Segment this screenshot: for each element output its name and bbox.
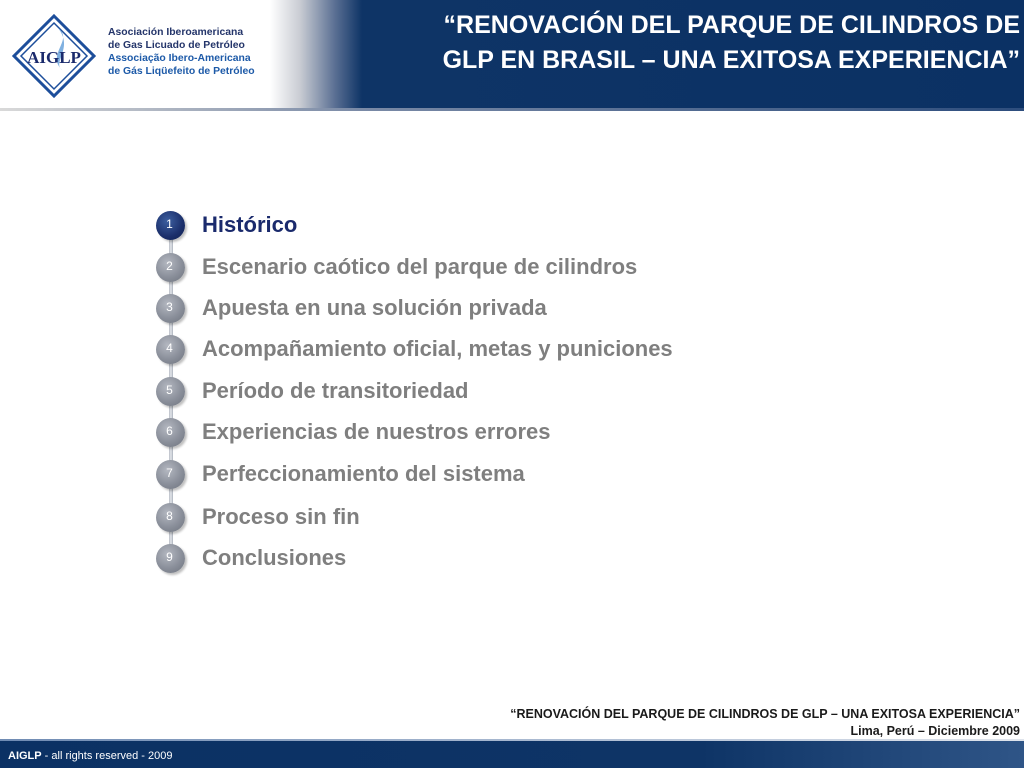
logo-org-name — [108, 26, 273, 78]
logo-name-es-line2: de Gas Licuado de Petróleo — [108, 40, 245, 51]
slide-title — [352, 8, 1020, 78]
agenda-number: 7 — [166, 466, 173, 480]
logo-name-pt-line2: de Gás Liqüefeito de Petróleo — [108, 66, 255, 77]
footer-place-date: Lima, Perú – Diciembre 2009 — [850, 724, 1020, 738]
logo-mark-text: AIGLP — [27, 48, 81, 67]
agenda-label: Histórico — [202, 212, 298, 237]
header-divider — [0, 108, 1024, 111]
aiglp-diamond-logo-icon — [12, 14, 96, 98]
agenda-label: Perfeccionamiento del sistema — [202, 461, 525, 486]
logo-name-pt-line1: Associação Ibero-Americana — [108, 53, 251, 64]
agenda-item-1 — [155, 210, 775, 244]
agenda-number: 4 — [166, 341, 173, 355]
copyright-org: AIGLP — [8, 750, 42, 762]
copyright-text: - all rights reserved - 2009 — [41, 750, 173, 762]
agenda-number: 9 — [166, 550, 173, 564]
agenda-item-3 — [155, 293, 775, 327]
agenda-number: 8 — [166, 509, 173, 523]
agenda-label: Proceso sin fin — [202, 504, 360, 529]
agenda-number: 6 — [166, 424, 173, 438]
agenda-label: Período de transitoriedad — [202, 378, 469, 403]
aiglp-logo — [8, 14, 270, 98]
copyright-notice — [8, 750, 172, 762]
agenda-item-5 — [155, 376, 775, 410]
agenda-number: 3 — [166, 300, 173, 314]
agenda-item-7 — [155, 459, 775, 493]
agenda-item-4 — [155, 334, 775, 368]
slide-title-line1: “RENOVACIÓN DEL PARQUE DE CILINDROS DE — [443, 11, 1020, 39]
agenda-number: 2 — [166, 259, 173, 273]
slide-title-line2: GLP EN BRASIL – UNA EXITOSA EXPERIENCIA” — [442, 46, 1020, 74]
agenda-item-9 — [155, 543, 775, 577]
agenda-label: Escenario caótico del parque de cilindros — [202, 254, 638, 279]
agenda-label: Acompañamiento oficial, metas y puniciones — [202, 336, 673, 361]
agenda-item-6 — [155, 417, 775, 451]
footer-presentation-title: “RENOVACIÓN DEL PARQUE DE CILINDROS DE GLP – UNA EXITOSA EXPERIENCIA” — [510, 707, 1020, 721]
agenda-label: Conclusiones — [202, 545, 347, 570]
logo-name-es-line1: Asociación Iberoamericana — [108, 27, 244, 38]
agenda-label: Experiencias de nuestros errores — [202, 419, 551, 444]
agenda-item-2 — [155, 252, 775, 286]
agenda-number: 1 — [166, 217, 173, 231]
agenda-label: Apuesta en una solución privada — [202, 295, 547, 320]
agenda-item-8 — [155, 502, 775, 536]
agenda-number: 5 — [166, 383, 173, 397]
